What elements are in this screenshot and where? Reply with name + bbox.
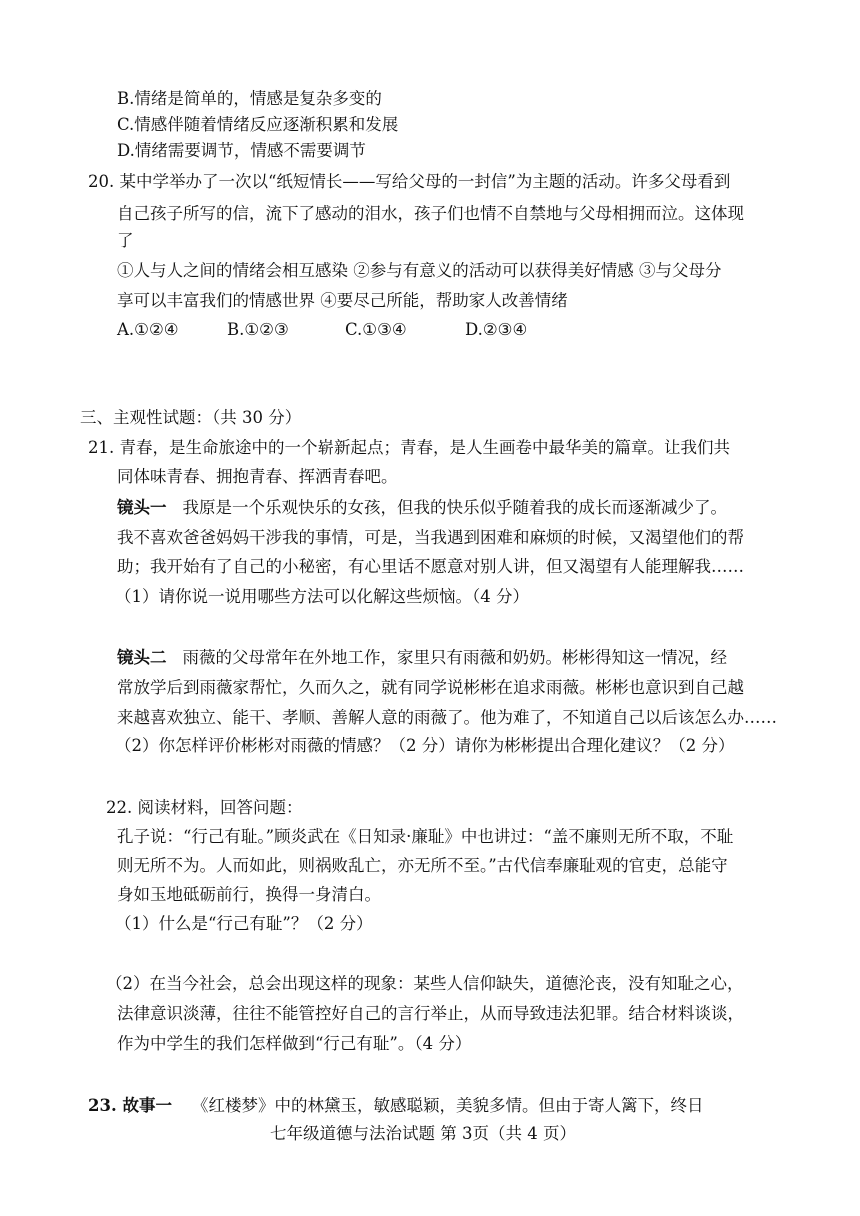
q21-intro: 同体味青春、拥抱青春、挥洒青春吧。	[117, 467, 398, 486]
q20-line: 20. 某中学举办了一次以“纸短情长——写给父母的一封信”为主题的活动。许多父母看到	[88, 172, 731, 191]
q20-line: 自己孩子所写的信，流下了感动的泪水，孩子们也情不自禁地与父母相拥而泣。这体现	[117, 204, 744, 223]
shot-label: 镜头一	[117, 498, 167, 517]
option-c: C.①③④	[345, 320, 407, 339]
shot-text: 雨薇的父母常年在外地工作，家里只有雨薇和奶奶。彬彬得知这一情况，经	[182, 648, 727, 667]
shot-text: 常放学后到雨薇家帮忙，久而久之，就有同学说彬彬在追求雨薇。彬彬也意识到自己越	[117, 678, 744, 697]
sub-question: 作为中学生的我们怎样做到“行己有耻”。（4 分）	[117, 1034, 472, 1053]
story-label: 23. 故事一	[88, 1096, 172, 1115]
q20-statement: ①人与人之间的情绪会相互感染 ②参与有意义的活动可以获得美好情感 ③与父母分	[117, 261, 722, 280]
q21-intro: 21. 青春，是生命旅途中的一个崭新起点；青春，是人生画卷中最华美的篇章。让我们共	[88, 438, 730, 457]
option-c: C.情感伴随着情绪反应逐渐积累和发展	[117, 115, 399, 134]
shot-text: 我原是一个乐观快乐的女孩，但我的快乐似乎随着我的成长而逐渐减少了。	[182, 498, 727, 517]
section-heading: 三、主观性试题：（共 30 分）	[80, 408, 302, 427]
q20-statement: 享可以丰富我们的情感世界 ④要尽己所能，帮助家人改善情绪	[117, 291, 568, 310]
q22-intro: 22. 阅读材料，回答问题：	[106, 798, 303, 817]
material-text: 则无所不为。人而如此，则祸败乱亡，亦无所不至。”古代信奉廉耻观的官吏，总能守	[117, 856, 728, 875]
shot-text: 来越喜欢独立、能干、孝顺、善解人意的雨薇了。他为难了，不知道自己以后该怎么办……	[117, 708, 777, 727]
option-d: D.②③④	[465, 320, 528, 339]
shot-two	[117, 650, 727, 667]
option-d: D.情绪需要调节，情感不需要调节	[117, 141, 366, 160]
sub-question: （2）在当今社会，总会出现这样的现象：某些人信仰缺失，道德沦丧，没有知耻之心，	[106, 974, 744, 993]
shot-label: 镜头二	[117, 648, 167, 667]
q20-options	[117, 322, 527, 339]
option-b: B.①②③	[227, 320, 289, 339]
page-footer: 七年级道德与法治试题 第 3页（共 4 页）	[270, 1124, 576, 1143]
story-text: 《红楼梦》中的林黛玉，敏感聪颖，美貌多情。但由于寄人篱下，终日	[191, 1096, 704, 1115]
sub-question: 法律意识淡薄，往往不能管控好自己的言行举止，从而导致违法犯罪。结合材料谈谈，	[117, 1004, 744, 1023]
shot-one	[117, 500, 727, 517]
material-text: 孔子说：“行己有耻。”顾炎武在《日知录·廉耻》中也讲过：“盖不廉则无所不取，不耻	[117, 827, 734, 846]
material-text: 身如玉地砥砺前行，换得一身清白。	[117, 885, 381, 904]
sub-question: （2）你怎样评价彬彬对雨薇的情感？（2 分）请你为彬彬提出合理化建议？（2 分）	[115, 736, 735, 755]
shot-text: 助；我开始有了自己的小秘密，有心里话不愿意对别人讲，但又渴望有人能理解我……	[117, 557, 744, 576]
option-b: B.情绪是简单的，情感是复杂多变的	[117, 89, 382, 108]
shot-text: 我不喜欢爸爸妈妈干涉我的事情，可是，当我遇到困难和麻烦的时候，又渴望他们的帮	[117, 528, 744, 547]
option-a: A.①②④	[117, 320, 179, 339]
sub-question: （1）什么是“行己有耻”？（2 分）	[115, 914, 373, 933]
q20-line: 了	[117, 231, 134, 250]
question-23	[88, 1098, 703, 1115]
sub-question: （1）请你说一说用哪些方法可以化解这些烦恼。（4 分）	[115, 587, 529, 606]
